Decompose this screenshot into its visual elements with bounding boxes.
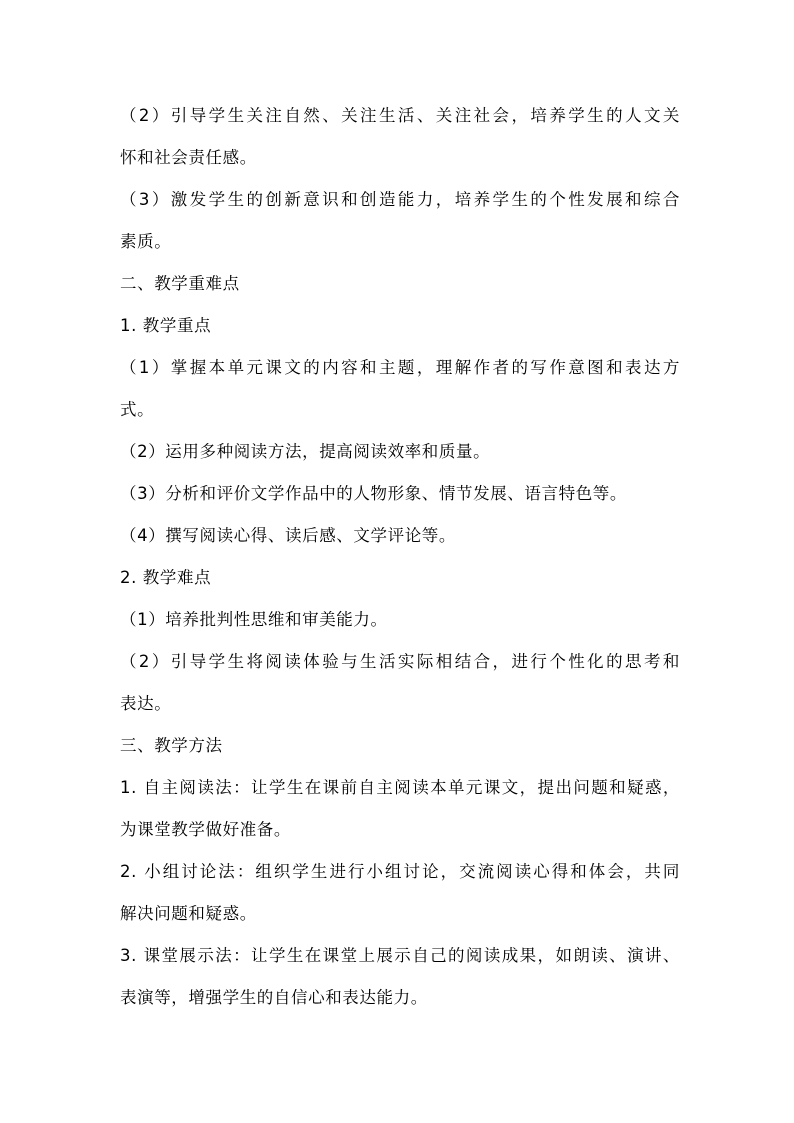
text-line: 1. 自主阅读法：让学生在课前自主阅读本单元课文，提出问题和疑惑， [120,778,680,797]
text-line: 解决问题和疑惑。 [120,904,257,923]
focus-item-2: （2）运用多种阅读方法，提高阅读效率和质量。 [120,442,491,461]
text-line: 3. 课堂展示法：让学生在课堂上展示自己的阅读成果，如朗读、演讲、 [120,946,680,965]
subheading-teaching-focus: 1. 教学重点 [120,316,212,335]
method-item-1 [120,767,680,851]
difficulty-item-1: （1）培养批判性思维和审美能力。 [120,610,388,629]
text-line: 表达。 [120,694,172,713]
difficulty-item-2 [120,641,680,725]
text-line: 表演等，增强学生的自信心和表达能力。 [120,988,428,1007]
focus-item-3: （3）分析和评价文学作品中的人物形象、情节发展、语言特色等。 [120,484,627,503]
text-line: 素质。 [120,232,172,251]
text-line: 怀和社会责任感。 [120,148,257,167]
document-page [120,95,680,1019]
text-line: （1）掌握本单元课文的内容和主题，理解作者的写作意图和表达方 [120,358,680,377]
focus-item-1 [120,347,680,431]
method-item-3 [120,935,680,1019]
method-item-2 [120,851,680,935]
objective-2 [120,95,680,179]
text-line: 为课堂教学做好准备。 [120,820,291,839]
text-line: （2）引导学生关注自然、关注生活、关注社会，培养学生的人文关 [120,106,680,125]
focus-item-4: （4）撰写阅读心得、读后感、文学评论等。 [120,526,456,545]
section-heading-methods: 三、教学方法 [120,736,223,755]
text-line: 式。 [120,400,155,419]
subheading-teaching-difficulty: 2. 教学难点 [120,568,212,587]
objective-3 [120,179,680,263]
text-line: （2）引导学生将阅读体验与生活实际相结合，进行个性化的思考和 [120,652,680,671]
text-line: 2. 小组讨论法：组织学生进行小组讨论，交流阅读心得和体会，共同 [120,862,680,881]
text-line: （3）激发学生的创新意识和创造能力，培养学生的个性发展和综合 [120,190,680,209]
section-heading-key-points: 二、教学重难点 [120,274,240,293]
